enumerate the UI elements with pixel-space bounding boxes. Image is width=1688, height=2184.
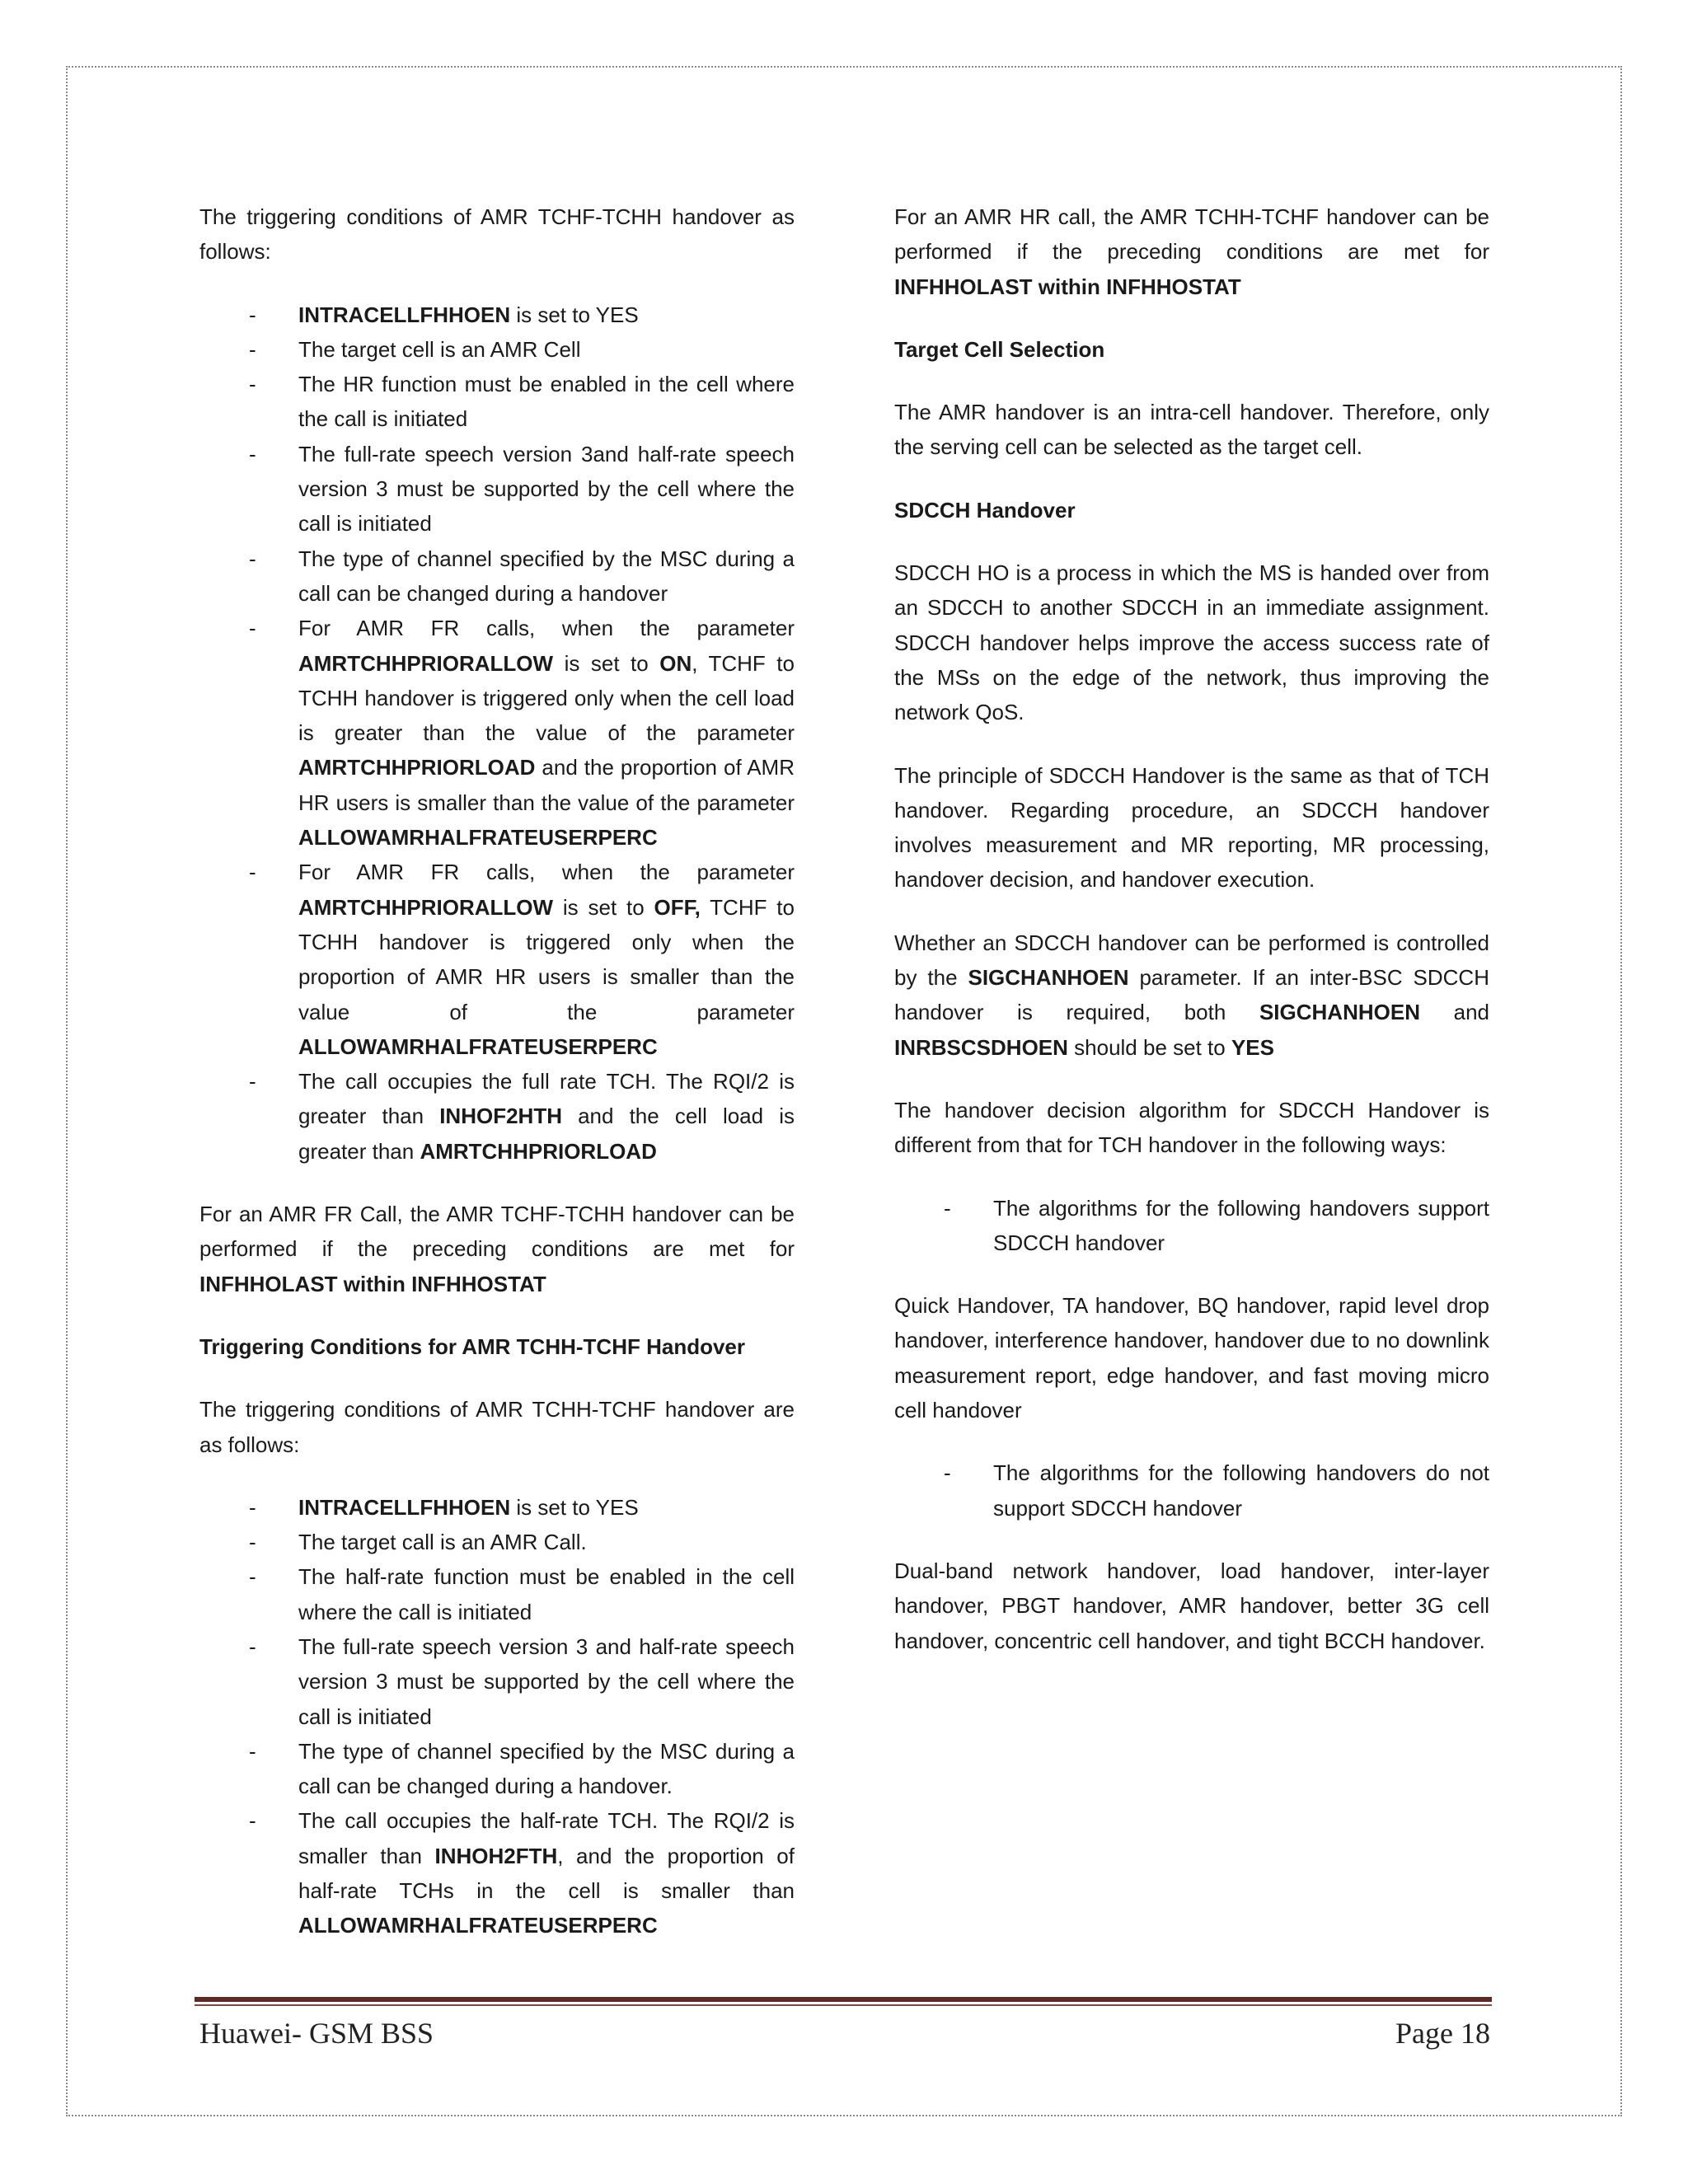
text-run: is set to bbox=[553, 894, 654, 920]
text-run: Whether an SDCCH handover can be performed is controlled by the bbox=[894, 930, 1489, 991]
text-run: , TCHF to TCHH handover is triggered only when the cell load is greater than the value of the parameter bbox=[298, 650, 795, 746]
list-item bbox=[298, 1734, 795, 1804]
text-run: The half-rate function must be enabled in the cell where the call is initiated bbox=[298, 1564, 795, 1624]
text-run: Quick Handover, TA handover, BQ handover, rapid level drop handover, interference handover, handover due to no downlink measurement report, edge handover, and fast moving micro cell handover bbox=[894, 1293, 1489, 1423]
paragraph bbox=[894, 395, 1489, 465]
text-run: The target cell is an AMR Cell bbox=[298, 336, 581, 362]
list-item bbox=[298, 332, 795, 367]
paragraph bbox=[894, 1288, 1489, 1427]
bold-term: SIGCHANHOEN bbox=[968, 965, 1129, 991]
footer-title: Huawei- GSM BSS bbox=[199, 2017, 434, 2050]
text-run: The full-rate speech version 3 and half-rate speech version 3 must be supported by the cell where the call is initiated bbox=[298, 1633, 795, 1729]
paragraph bbox=[894, 926, 1489, 1065]
text-run: The target call is an AMR Call. bbox=[298, 1530, 587, 1555]
list-item bbox=[298, 1525, 795, 1559]
bold-term: INHOH2FTH bbox=[434, 1843, 558, 1868]
text-run: The HR function must be enabled in the cell where the call is initiated bbox=[298, 372, 795, 432]
list-item bbox=[298, 541, 795, 612]
bold-term: SIGCHANHOEN bbox=[1259, 1000, 1420, 1025]
bold-term: INFHHOLAST within INFHHOSTAT bbox=[894, 274, 1241, 299]
list-item bbox=[298, 367, 795, 437]
section-heading: Target Cell Selection bbox=[894, 336, 1105, 362]
bold-term: AMRTCHHPRIORALLOW bbox=[298, 650, 554, 676]
text-run: is set to YES bbox=[510, 1494, 639, 1520]
bold-term: INTRACELLFHHOEN bbox=[298, 302, 511, 327]
text-run: For AMR FR calls, when the parameter bbox=[298, 616, 795, 641]
text-run: parameter. If an inter-BSC SDCCH handover is required, both bbox=[894, 965, 1489, 1025]
page-number: Page 18 bbox=[1395, 2017, 1490, 2050]
text-run: is set to YES bbox=[510, 302, 639, 327]
bold-term: INFHHOLAST within INFHHOSTAT bbox=[199, 1271, 546, 1296]
paragraph bbox=[199, 199, 795, 269]
paragraph bbox=[199, 1392, 795, 1462]
text-run: is set to bbox=[553, 650, 660, 676]
text-run: For an AMR HR call, the AMR TCHH-TCHF handover can be performed if the preceding conditions are met for bbox=[894, 204, 1489, 265]
text-run: The triggering conditions of AMR TCHF-TCHH handover as follows: bbox=[199, 204, 795, 265]
list-item bbox=[298, 611, 795, 855]
right-column bbox=[894, 199, 1489, 1686]
bold-term: AMRTCHHPRIORLOAD bbox=[298, 755, 536, 780]
text-run: The AMR handover is an intra-cell handover. Therefore, only the serving cell can be selected as the target cell. bbox=[894, 400, 1489, 460]
text-run: The type of channel specified by the MSC during a call can be changed during a handover. bbox=[298, 1738, 795, 1799]
bold-term: INRBSCSDHOEN bbox=[894, 1034, 1068, 1060]
text-run: The handover decision algorithm for SDCCH Handover is different from that for TCH handover in the following ways: bbox=[894, 1097, 1489, 1158]
bold-term: ALLOWAMRHALFRATEUSERPERC bbox=[298, 1913, 658, 1938]
text-run: The full-rate speech version 3and half-rate speech version 3 must be supported by the cell where the call is initiated bbox=[298, 441, 795, 537]
left-column bbox=[199, 199, 795, 1971]
paragraph bbox=[894, 199, 1489, 304]
text-run: Dual-band network handover, load handover, inter-layer handover, PBGT handover, AMR handover, better 3G cell handover, concentric cell handover, and tight BCCH handover. bbox=[894, 1558, 1489, 1653]
section-heading: Triggering Conditions for AMR TCHH-TCHF Handover bbox=[199, 1333, 745, 1359]
paragraph bbox=[199, 1197, 795, 1301]
text-run: The call occupies the half-rate TCH. The RQI/2 is smaller than bbox=[298, 1808, 795, 1868]
section-heading: SDCCH Handover bbox=[894, 497, 1076, 523]
bold-term: ON bbox=[659, 650, 692, 676]
list-item bbox=[298, 1064, 795, 1169]
bold-term: INHOF2HTH bbox=[439, 1104, 562, 1129]
list-item bbox=[993, 1455, 1489, 1526]
bold-term: AMRTCHHPRIORLOAD bbox=[420, 1138, 657, 1164]
text-run: The call occupies the full rate TCH. The RQI/2 is greater than bbox=[298, 1069, 795, 1129]
bold-term: AMRTCHHPRIORALLOW bbox=[298, 894, 554, 920]
list-item bbox=[298, 1559, 795, 1629]
footer-rule bbox=[195, 1997, 1492, 2002]
bold-term: ALLOWAMRHALFRATEUSERPERC bbox=[298, 825, 658, 851]
text-run: SDCCH HO is a process in which the MS is handed over from an SDCCH to another SDCCH in an immediate assignment. SDCCH handover helps improve the access success rate of the MSs on the edge of the network, thus improving the network QoS. bbox=[894, 560, 1489, 725]
dash-list bbox=[199, 1490, 795, 1943]
list-item bbox=[298, 855, 795, 1064]
dash-list bbox=[894, 1455, 1489, 1526]
text-run: TCHF to TCHH handover is triggered only when the proportion of AMR HR users is smaller than the value of the parameter bbox=[298, 894, 795, 1024]
list-item bbox=[298, 437, 795, 541]
bold-term: ALLOWAMRHALFRATEUSERPERC bbox=[298, 1033, 658, 1059]
bold-term: INTRACELLFHHOEN bbox=[298, 1494, 511, 1520]
footer-rule-thin bbox=[195, 2004, 1492, 2006]
text-run: and the cell load is greater than bbox=[298, 1104, 795, 1164]
paragraph bbox=[894, 1093, 1489, 1163]
paragraph bbox=[894, 1554, 1489, 1658]
text-run: The triggering conditions of AMR TCHH-TCHF handover are as follows: bbox=[199, 1397, 795, 1457]
dash-list bbox=[199, 298, 795, 1169]
text-run: The type of channel specified by the MSC during a call can be changed during a handover bbox=[298, 546, 795, 606]
paragraph bbox=[894, 758, 1489, 898]
dash-list bbox=[894, 1191, 1489, 1261]
list-item bbox=[993, 1191, 1489, 1261]
list-item bbox=[298, 1803, 795, 1943]
text-run: The algorithms for the following handovers do not support SDCCH handover bbox=[993, 1460, 1489, 1521]
text-run: should be set to bbox=[1067, 1034, 1231, 1060]
text-run: For an AMR FR Call, the AMR TCHF-TCHH handover can be performed if the preceding conditions are met for bbox=[199, 1202, 795, 1262]
bold-term: OFF, bbox=[654, 894, 701, 920]
text-run: For AMR FR calls, when the parameter bbox=[298, 860, 795, 885]
list-item bbox=[298, 1629, 795, 1734]
bold-term: YES bbox=[1231, 1034, 1274, 1060]
text-run: The principle of SDCCH Handover is the same as that of TCH handover. Regarding procedure, an SDCCH handover involves measurement and MR reporting, MR processing, handover decision, and handover execution. bbox=[894, 762, 1489, 893]
text-run: and the proportion of AMR HR users is smaller than the value of the parameter bbox=[298, 755, 795, 815]
text-run: , and the proportion of half-rate TCHs in the cell is smaller than bbox=[298, 1843, 795, 1904]
paragraph bbox=[894, 555, 1489, 729]
text-run: The algorithms for the following handovers support SDCCH handover bbox=[993, 1195, 1489, 1255]
text-run: and bbox=[1419, 1000, 1490, 1025]
list-item bbox=[298, 298, 795, 332]
list-item bbox=[298, 1490, 795, 1525]
